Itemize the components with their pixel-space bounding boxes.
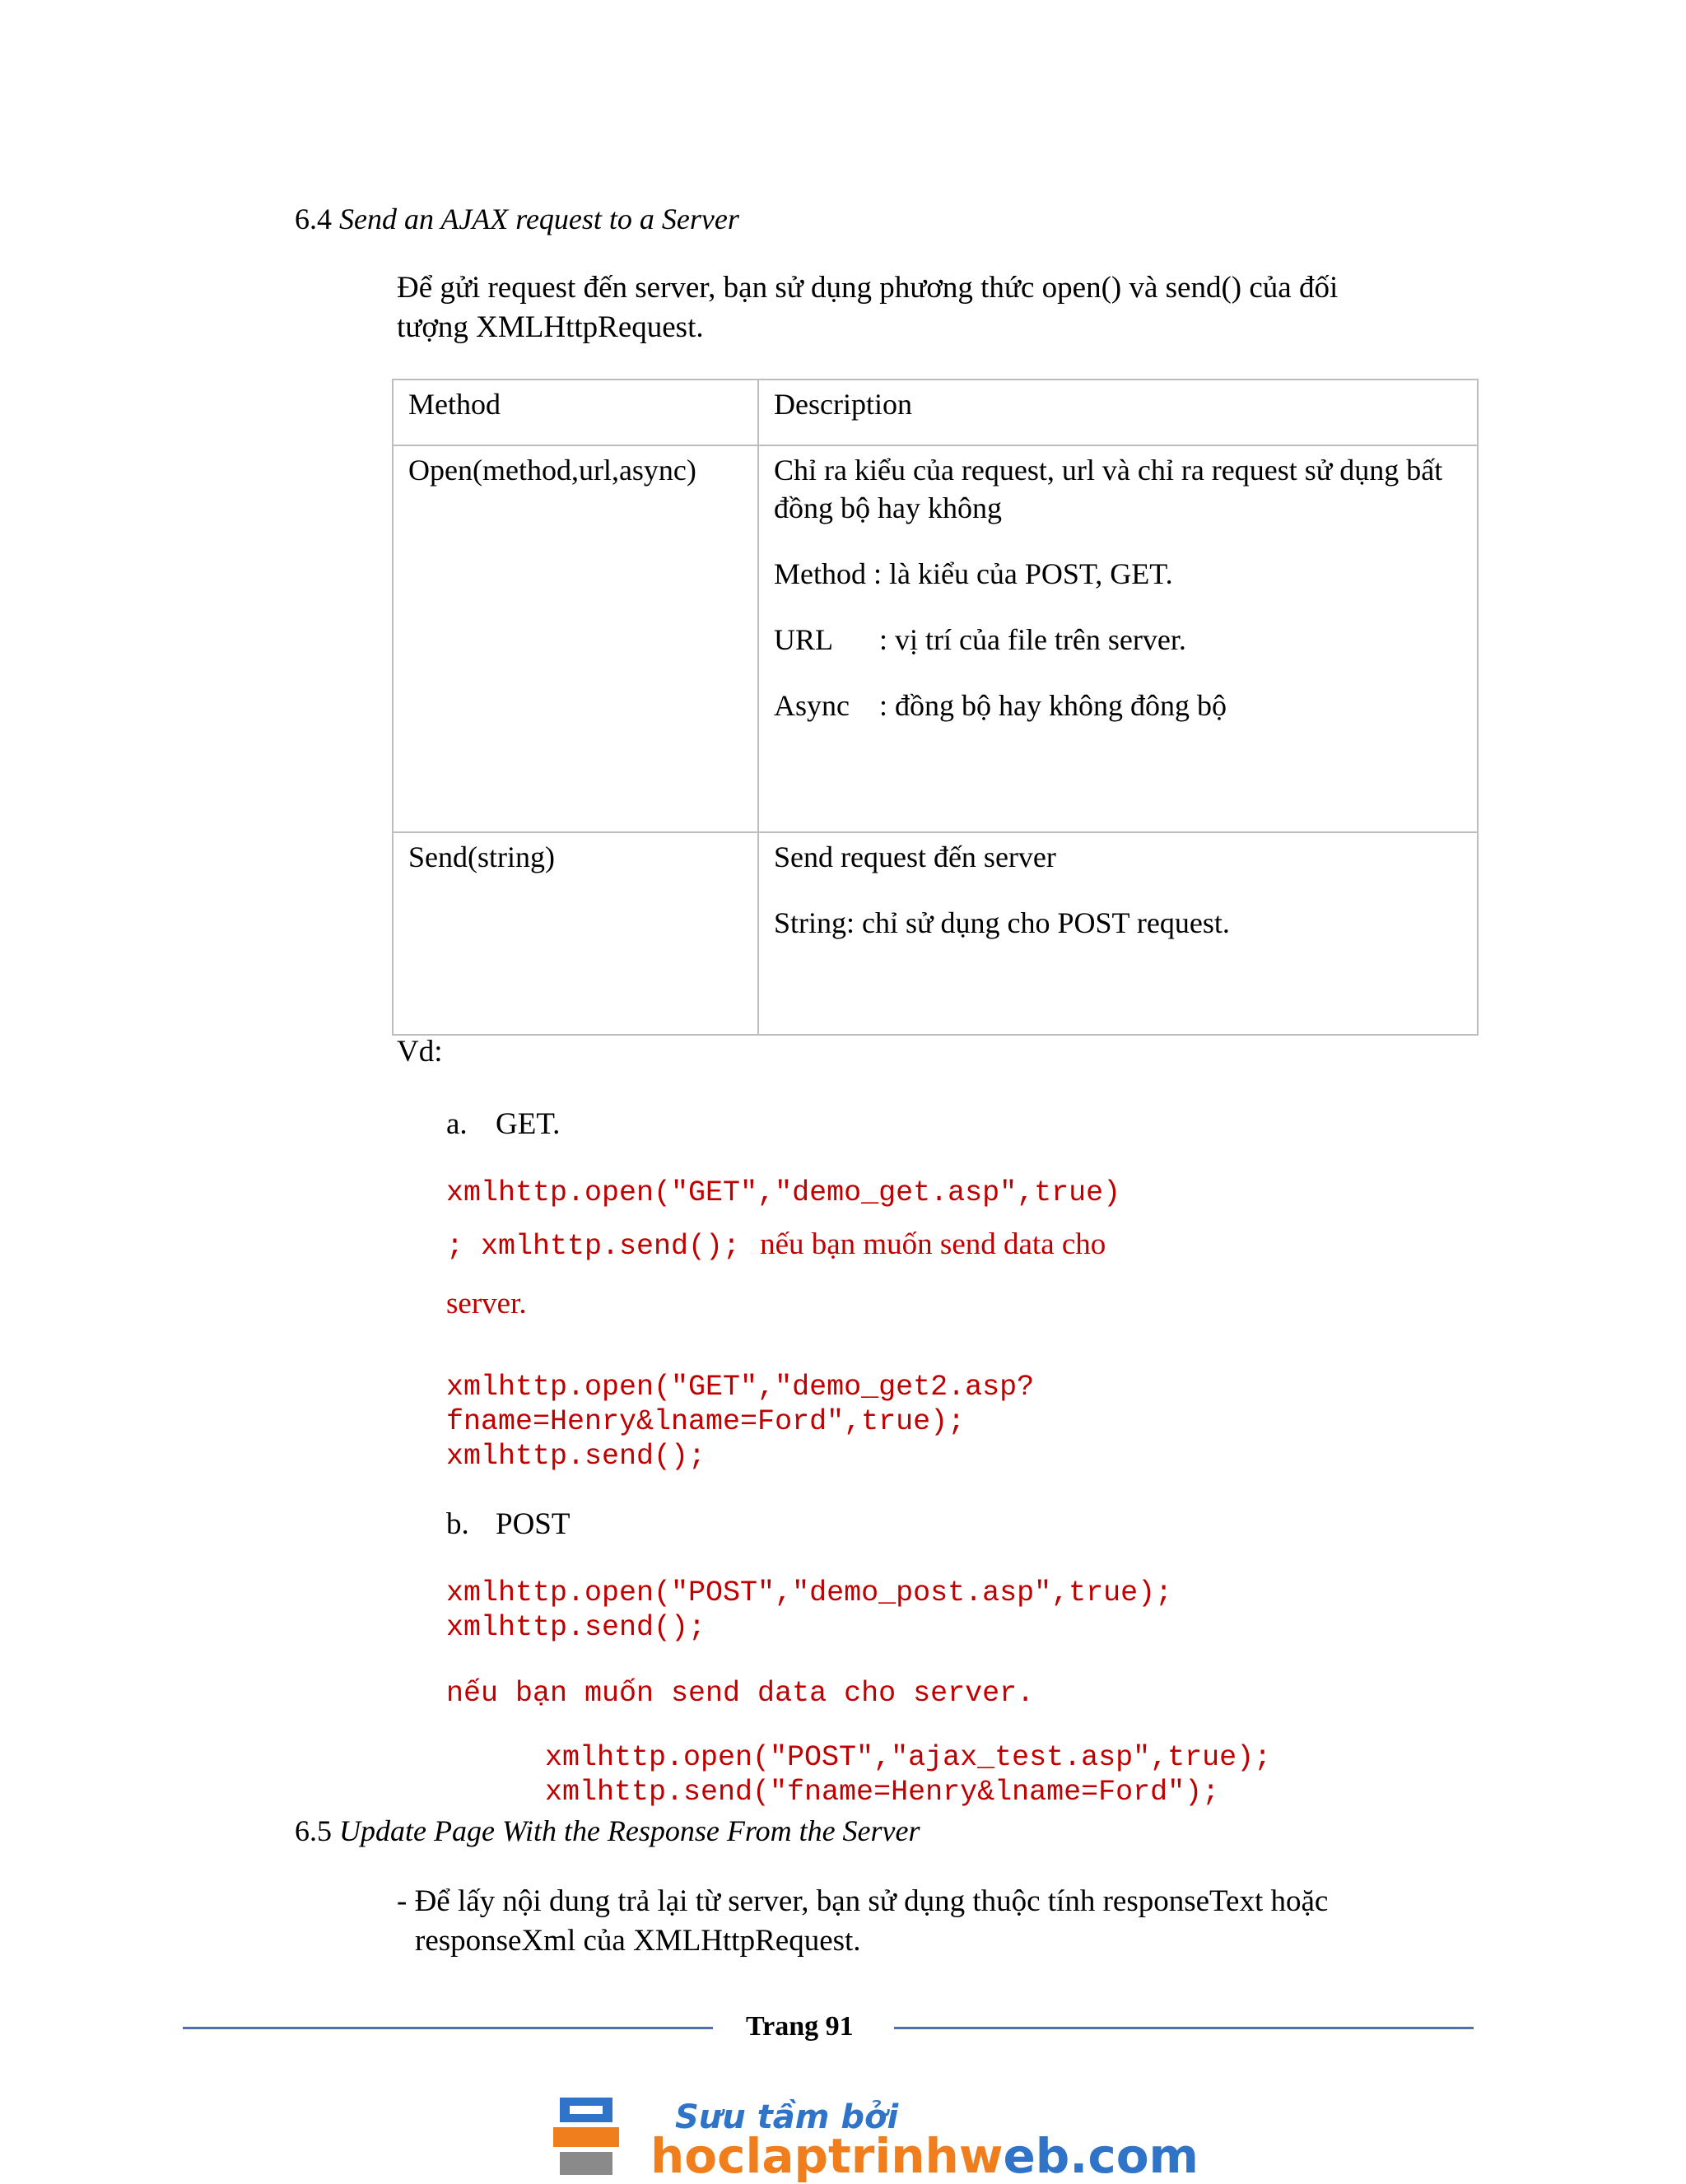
paragraph-line: responseXml của XMLHttpRequest. — [415, 1924, 861, 1958]
section-heading-6-4 — [295, 201, 739, 237]
code-line: xmlhttp.open("POST","ajax_test.asp",true); — [545, 1741, 1272, 1774]
column-header-description: Description — [758, 380, 1478, 445]
code-block-get2 — [446, 1370, 1034, 1474]
logo-text-part: hoclaptrinhw — [650, 2128, 1004, 2184]
description-cell — [758, 445, 1478, 832]
description-cell — [758, 832, 1478, 1035]
logo-text-part: eb.com — [1003, 2128, 1199, 2184]
section-65-paragraph — [397, 1882, 1516, 1961]
description-async — [774, 687, 1462, 724]
intro-line: tượng XMLHttpRequest. — [397, 310, 704, 344]
section-number: 6.4 — [295, 203, 332, 235]
code-note: nếu bạn muốn send data cho — [760, 1227, 1106, 1261]
logo-tagline: Sưu tầm bởi — [675, 2098, 899, 2136]
logo-wordmark — [650, 2130, 1199, 2182]
list-item-label: POST — [496, 1507, 571, 1541]
description-url — [774, 621, 1462, 659]
methods-table — [392, 379, 1479, 1036]
table-row — [393, 445, 1478, 832]
description-method: Method : là kiểu của POST, GET. — [774, 557, 1173, 590]
intro-paragraph — [397, 268, 1500, 347]
param-name: Async — [774, 689, 850, 722]
page-number: Trang 91 — [746, 2011, 854, 2042]
section-title: Update Page With the Response From the Server — [339, 1814, 920, 1847]
paragraph-line: - Để lấy nội dung trả lại từ server, bạn sử dụng thuộc tính responseText hoặc — [397, 1884, 1329, 1918]
example-label: Vd: — [397, 1035, 443, 1069]
param-desc: : đồng bộ hay không đông bộ — [879, 689, 1227, 722]
code-line: xmlhttp.open("GET","demo_get.asp",true) — [446, 1176, 1121, 1209]
code-line: xmlhttp.send("fname=Henry&lname=Ford"); — [545, 1776, 1220, 1809]
code-line: fname=Henry&lname=Ford",true); — [446, 1405, 966, 1438]
code-line: xmlhttp.send(); — [446, 1440, 706, 1473]
intro-line: Để gửi request đến server, bạn sử dụng phương thức open() và send() của đối — [397, 271, 1339, 305]
code-note: server. — [446, 1287, 527, 1320]
code-block-post2 — [545, 1740, 1271, 1809]
list-item-get — [446, 1106, 560, 1143]
code-fragment: ; xmlhttp.send(); — [446, 1230, 741, 1263]
section-title: Send an AJAX request to a Server — [339, 203, 739, 235]
code-line: xmlhttp.open("POST","demo_post.asp",true); — [446, 1576, 1173, 1609]
list-item-label: GET. — [496, 1107, 561, 1141]
code-note: nếu bạn muốn send data cho server. — [446, 1677, 1035, 1710]
description-text: Send request đến server — [774, 841, 1056, 873]
column-header-method: Method — [393, 380, 758, 445]
list-marker: b. — [446, 1507, 469, 1541]
code-line: xmlhttp.open("GET","demo_get2.asp? — [446, 1371, 1035, 1404]
method-cell: Open(method,url,async) — [393, 445, 758, 832]
table-header-row — [393, 380, 1478, 445]
table-row — [393, 832, 1478, 1035]
param-desc: : vị trí của file trên server. — [879, 623, 1186, 656]
code-block-post1 — [446, 1576, 1172, 1645]
description-text: Chỉ ra kiểu của request, url và chỉ ra request sử dụng bất đồng bộ hay không — [774, 454, 1443, 524]
code-line: xmlhttp.send(); — [446, 1611, 706, 1644]
section-number: 6.5 — [295, 1814, 332, 1847]
description-string: String: chỉ sử dụng cho POST request. — [774, 906, 1230, 939]
method-cell: Send(string) — [393, 832, 758, 1035]
site-logo-icon — [553, 2098, 619, 2177]
section-heading-6-5 — [295, 1813, 920, 1849]
footer-rule-left — [183, 2027, 713, 2029]
code-line-with-note — [446, 1227, 1106, 1264]
list-marker: a. — [446, 1107, 468, 1141]
list-item-post — [446, 1506, 570, 1543]
footer-rule-right — [894, 2027, 1474, 2029]
param-name: URL — [774, 623, 833, 656]
